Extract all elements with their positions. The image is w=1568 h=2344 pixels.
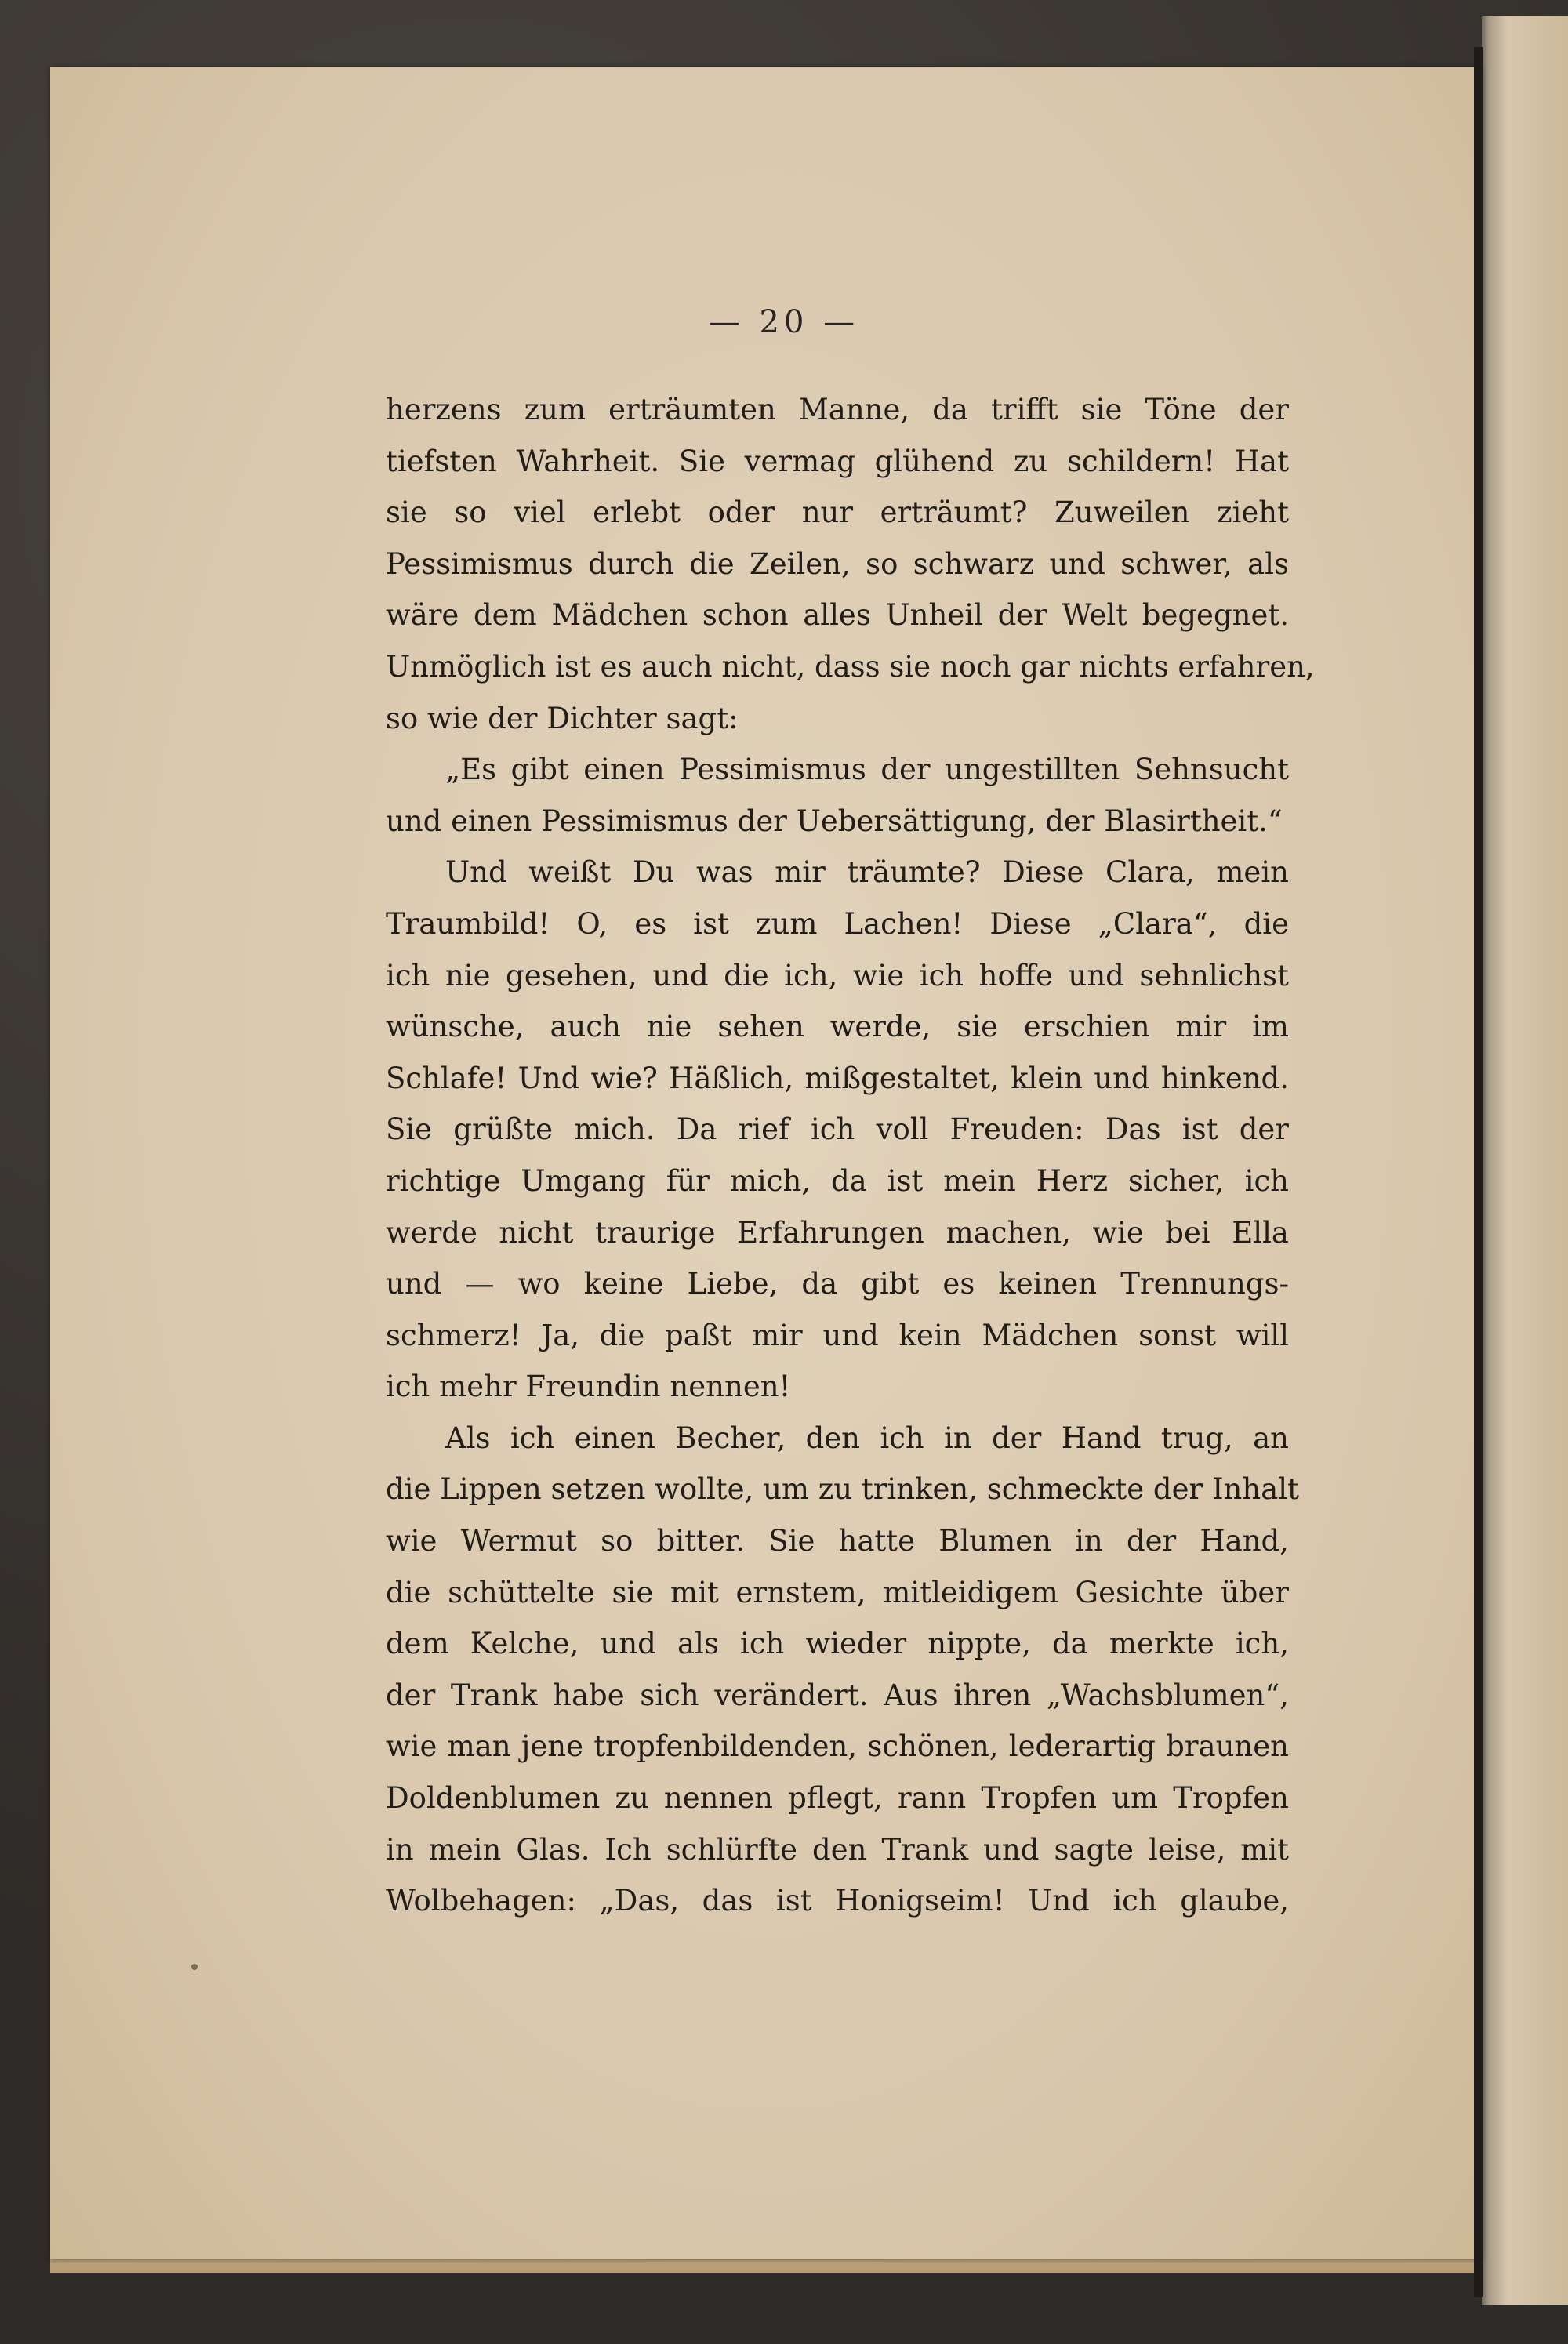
text-line: in mein Glas. Ich schlürfte den Trank und sagte leise, mit — [386, 1832, 1289, 1867]
book-spine — [1474, 47, 1483, 2297]
text-line: „Es gibt einen Pessimismus der ungestillten Sehnsucht — [445, 753, 1289, 787]
body-text — [386, 384, 1315, 1927]
text-line: Schlafe! Und wie? Häßlich, mißgestaltet, klein und hinkend. — [386, 1061, 1289, 1095]
text-line: Und weißt Du was mir träumte? Diese Clara, mein — [445, 855, 1289, 890]
text-line: die Lippen setzen wollte, um zu trinken, schmeckte der Inhalt — [386, 1472, 1299, 1507]
text-line: dem Kelche, und als ich wieder nippte, da merkte ich, — [386, 1627, 1289, 1661]
text-line: Doldenblumen zu nennen pflegt, rann Tropfen um Tropfen — [386, 1781, 1289, 1816]
text-line: der Trank habe sich verändert. Aus ihren „Wachsblumen“, — [386, 1678, 1289, 1712]
text-line: Als ich einen Becher, den ich in der Hand trug, an — [445, 1421, 1289, 1455]
paper-speck — [191, 1964, 198, 1970]
text-line: Unmöglich ist es auch nicht, dass sie noch gar nichts erfahren, — [386, 649, 1315, 684]
text-line: so wie der Dichter sagt: — [386, 701, 739, 735]
text-line: sie so viel erlebt oder nur erträumt? Zuweilen zieht — [386, 495, 1289, 530]
text-line: wäre dem Mädchen schon alles Unheil der Welt begegnet. — [386, 598, 1289, 633]
text-line: wie man jene tropfenbildenden, schönen, lederartig braunen — [386, 1729, 1289, 1764]
text-line: herzens zum erträumten Manne, da trifft sie Töne der — [386, 393, 1289, 426]
text-line: tiefsten Wahrheit. Sie vermag glühend zu schildern! Hat — [386, 444, 1289, 478]
adjacent-page-edge — [1482, 16, 1568, 2305]
text-line: Pessimismus durch die Zeilen, so schwarz und schwer, als — [386, 546, 1289, 581]
text-line: schmerz! Ja, die paßt mir und kein Mädchen sonst will — [386, 1318, 1289, 1352]
text-line: die schüttelte sie mit ernstem, mitleidigem Gesichte über — [386, 1575, 1289, 1609]
text-line: richtige Umgang für mich, da ist mein Herz sicher, ich — [386, 1163, 1289, 1198]
text-line: Traumbild! O, es ist zum Lachen! Diese „Clara“, die — [386, 906, 1289, 941]
text-line: Sie grüßte mich. Da rief ich voll Freuden: Das ist der — [386, 1112, 1289, 1147]
text-line: wünsche, auch nie sehen werde, sie erschien mir im — [386, 1010, 1289, 1044]
text-line: Wolbehagen: „Das, das ist Honigseim! Und ich glaube, — [386, 1884, 1289, 1918]
page-number: — 20 — — [708, 304, 860, 340]
text-line: wie Wermut so bitter. Sie hatte Blumen in der Hand, — [386, 1524, 1289, 1558]
text-line: ich nie gesehen, und die ich, wie ich hoffe und sehnlichst — [386, 958, 1289, 992]
text-line: ich mehr Freundin nennen! — [386, 1370, 791, 1404]
text-line: und — wo keine Liebe, da gibt es keinen Trennungs- — [386, 1267, 1289, 1301]
text-line: und einen Pessimismus der Uebersättigung, der Blasirtheit.“ — [386, 804, 1283, 838]
text-line: werde nicht traurige Erfahrungen machen, wie bei Ella — [386, 1215, 1289, 1250]
